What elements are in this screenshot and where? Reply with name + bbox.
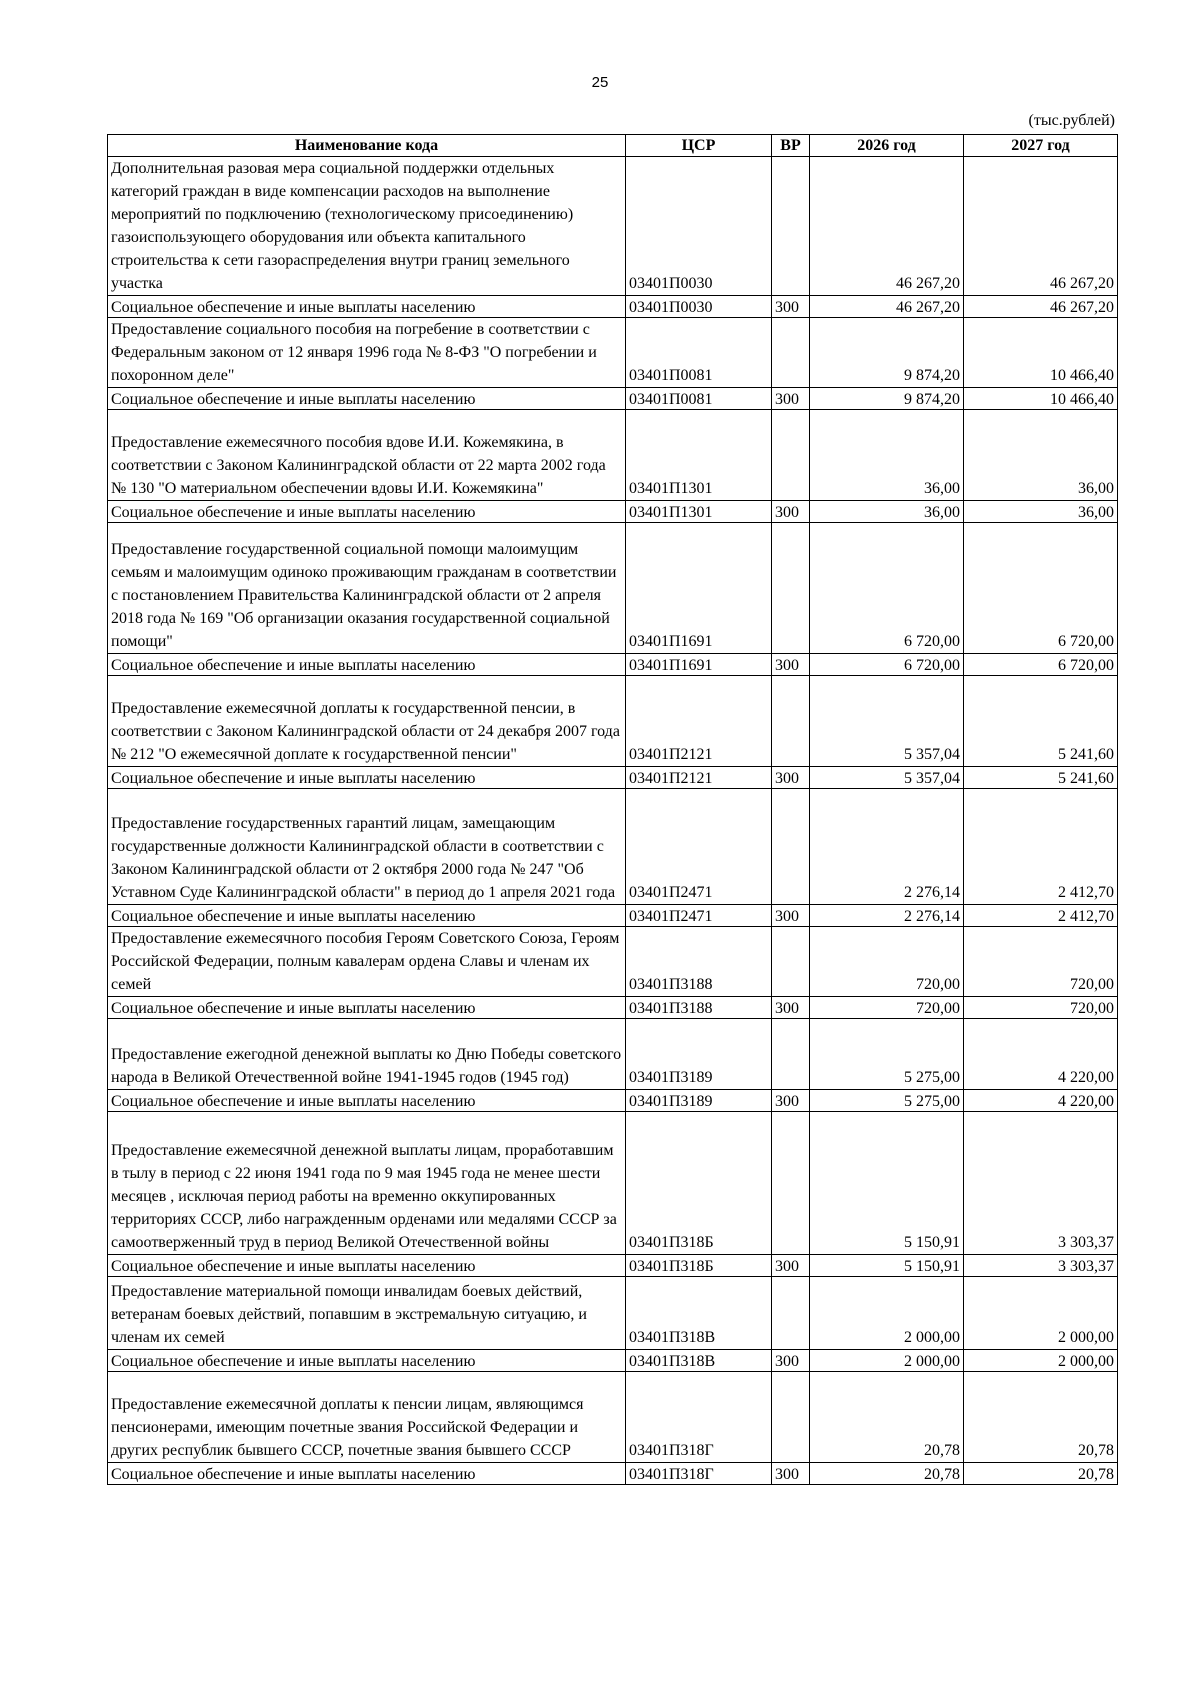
row-2026: 720,00 bbox=[810, 997, 964, 1019]
row-name: Социальное обеспечение и иные выплаты населению bbox=[108, 654, 626, 676]
row-name: Социальное обеспечение и иные выплаты населению bbox=[108, 296, 626, 318]
row-2026: 36,00 bbox=[810, 410, 964, 501]
row-2026: 20,78 bbox=[810, 1372, 964, 1463]
row-csr: 03401П1301 bbox=[626, 501, 772, 523]
row-2026: 2 276,14 bbox=[810, 789, 964, 905]
row-2027: 6 720,00 bbox=[964, 523, 1118, 654]
row-2027: 3 303,37 bbox=[964, 1255, 1118, 1277]
row-2026: 36,00 bbox=[810, 501, 964, 523]
row-name: Социальное обеспечение и иные выплаты населению bbox=[108, 388, 626, 410]
table-row bbox=[108, 767, 1118, 789]
row-csr: 03401П0081 bbox=[626, 318, 772, 388]
row-name: Социальное обеспечение и иные выплаты населению bbox=[108, 767, 626, 789]
row-csr: 03401П2471 bbox=[626, 905, 772, 927]
row-2026: 6 720,00 bbox=[810, 523, 964, 654]
table-header-row bbox=[108, 135, 1118, 157]
row-name: Предоставление ежемесячной доплаты к пенсии лицам, являющимся пенсионерами, имеющим почетные звания Российской Федерации и других республик бывшего СССР, почетные звания бывшего СССР bbox=[108, 1372, 626, 1463]
row-csr: 03401П3189 bbox=[626, 1019, 772, 1090]
row-2027: 20,78 bbox=[964, 1463, 1118, 1485]
row-name: Предоставление государственных гарантий лицам, замещающим государственные должности Калининградской области в соответствии с Законом Калининградской области от 2 октября 2000 года № 247 "Об Уставном Суде Калининградской области" в период до 1 апреля 2021 года bbox=[108, 789, 626, 905]
budget-table bbox=[107, 134, 1118, 1485]
row-name: Предоставление государственной социальной помощи малоимущим семьям и малоимущим одиноко проживающим гражданам в соответствии с постановлением Правительства Калининградской области от 2 апреля 2018 года № 169 "Об организации оказания государственной социальной помощи" bbox=[108, 523, 626, 654]
row-2026: 5 275,00 bbox=[810, 1090, 964, 1112]
row-name: Социальное обеспечение и иные выплаты населению bbox=[108, 1255, 626, 1277]
table-row bbox=[108, 318, 1118, 388]
row-2026: 5 275,00 bbox=[810, 1019, 964, 1090]
table-row bbox=[108, 157, 1118, 296]
row-name: Социальное обеспечение и иные выплаты населению bbox=[108, 997, 626, 1019]
row-vr: 300 bbox=[772, 1090, 810, 1112]
row-vr: 300 bbox=[772, 905, 810, 927]
row-name: Предоставление материальной помощи инвалидам боевых действий, ветеранам боевых действий, попавшим в экстремальную ситуацию, и членам их семей bbox=[108, 1277, 626, 1350]
row-vr: 300 bbox=[772, 1255, 810, 1277]
row-name: Социальное обеспечение и иные выплаты населению bbox=[108, 1350, 626, 1372]
row-2027: 5 241,60 bbox=[964, 676, 1118, 767]
row-2026: 5 357,04 bbox=[810, 767, 964, 789]
page-number: 25 bbox=[591, 74, 609, 91]
table-row bbox=[108, 676, 1118, 767]
row-csr: 03401П1301 bbox=[626, 410, 772, 501]
table-row bbox=[108, 654, 1118, 676]
row-name: Предоставление ежемесячной денежной выплаты лицам, проработавшим в тылу в период с 22 июня 1941 года по 9 мая 1945 года не менее шести месяцев , исключая период работы на временно оккупированных территориях СССР, либо награжденным орденами или медалями СССР за самоотверженный труд в период Великой Отечественной войны bbox=[108, 1112, 626, 1255]
row-csr: 03401П318Б bbox=[626, 1255, 772, 1277]
row-vr bbox=[772, 927, 810, 997]
table-row bbox=[108, 1019, 1118, 1090]
row-2026: 720,00 bbox=[810, 927, 964, 997]
row-csr: 03401П3188 bbox=[626, 927, 772, 997]
table-row bbox=[108, 1277, 1118, 1350]
row-vr bbox=[772, 1112, 810, 1255]
row-vr bbox=[772, 676, 810, 767]
table-row bbox=[108, 1463, 1118, 1485]
row-csr: 03401П3188 bbox=[626, 997, 772, 1019]
row-2027: 720,00 bbox=[964, 997, 1118, 1019]
row-2026: 5 150,91 bbox=[810, 1112, 964, 1255]
table-row bbox=[108, 1090, 1118, 1112]
row-2027: 2 412,70 bbox=[964, 905, 1118, 927]
row-vr bbox=[772, 410, 810, 501]
row-name: Предоставление социального пособия на погребение в соответствии с Федеральным законом от 12 января 1996 года № 8-ФЗ "О погребении и похоронном деле" bbox=[108, 318, 626, 388]
row-2026: 2 000,00 bbox=[810, 1350, 964, 1372]
row-2027: 46 267,20 bbox=[964, 296, 1118, 318]
row-csr: 03401П0030 bbox=[626, 157, 772, 296]
row-2027: 46 267,20 bbox=[964, 157, 1118, 296]
row-2027: 20,78 bbox=[964, 1372, 1118, 1463]
table-row bbox=[108, 1372, 1118, 1463]
header-csr: ЦСР bbox=[626, 135, 772, 157]
row-csr: 03401П318Г bbox=[626, 1463, 772, 1485]
table-row bbox=[108, 1112, 1118, 1255]
row-csr: 03401П2121 bbox=[626, 767, 772, 789]
header-vr: ВР bbox=[772, 135, 810, 157]
row-vr: 300 bbox=[772, 501, 810, 523]
row-name: Социальное обеспечение и иные выплаты населению bbox=[108, 1090, 626, 1112]
row-vr bbox=[772, 789, 810, 905]
row-2027: 2 412,70 bbox=[964, 789, 1118, 905]
row-vr bbox=[772, 523, 810, 654]
row-2026: 46 267,20 bbox=[810, 296, 964, 318]
table-row bbox=[108, 410, 1118, 501]
table-row bbox=[108, 501, 1118, 523]
row-2026: 20,78 bbox=[810, 1463, 964, 1485]
row-2026: 2 000,00 bbox=[810, 1277, 964, 1350]
row-csr: 03401П3189 bbox=[626, 1090, 772, 1112]
row-vr bbox=[772, 318, 810, 388]
table-row bbox=[108, 523, 1118, 654]
row-vr bbox=[772, 1277, 810, 1350]
row-2027: 4 220,00 bbox=[964, 1019, 1118, 1090]
row-name: Дополнительная разовая мера социальной поддержки отдельных категорий граждан в виде компенсации расходов на выполнение мероприятий по подключению (технологическому присоединению) газоиспользующего оборудования или объекта капитального строительства к сети газораспределения внутри границ земельного участка bbox=[108, 157, 626, 296]
row-2026: 9 874,20 bbox=[810, 388, 964, 410]
row-name: Предоставление ежегодной денежной выплаты ко Дню Победы советского народа в Великой Отечественной войне 1941-1945 годов (1945 год) bbox=[108, 1019, 626, 1090]
row-2026: 46 267,20 bbox=[810, 157, 964, 296]
row-2027: 3 303,37 bbox=[964, 1112, 1118, 1255]
row-vr: 300 bbox=[772, 767, 810, 789]
row-vr: 300 bbox=[772, 388, 810, 410]
row-vr: 300 bbox=[772, 1463, 810, 1485]
row-2027: 5 241,60 bbox=[964, 767, 1118, 789]
row-2027: 36,00 bbox=[964, 501, 1118, 523]
row-name: Социальное обеспечение и иные выплаты населению bbox=[108, 905, 626, 927]
row-csr: 03401П318В bbox=[626, 1350, 772, 1372]
row-2026: 5 150,91 bbox=[810, 1255, 964, 1277]
row-vr: 300 bbox=[772, 997, 810, 1019]
row-csr: 03401П1691 bbox=[626, 523, 772, 654]
table-row bbox=[108, 789, 1118, 905]
row-name: Социальное обеспечение и иные выплаты населению bbox=[108, 1463, 626, 1485]
row-2027: 36,00 bbox=[964, 410, 1118, 501]
row-csr: 03401П2471 bbox=[626, 789, 772, 905]
row-vr bbox=[772, 1372, 810, 1463]
row-name: Предоставление ежемесячного пособия Героям Советского Союза, Героям Российской Федерации, полным кавалерам ордена Славы и членам их семей bbox=[108, 927, 626, 997]
row-2027: 2 000,00 bbox=[964, 1350, 1118, 1372]
row-vr: 300 bbox=[772, 296, 810, 318]
units-label: (тыс.рублей) bbox=[1028, 112, 1115, 129]
row-csr: 03401П318Г bbox=[626, 1372, 772, 1463]
row-2026: 5 357,04 bbox=[810, 676, 964, 767]
row-2027: 720,00 bbox=[964, 927, 1118, 997]
row-csr: 03401П318В bbox=[626, 1277, 772, 1350]
row-name: Социальное обеспечение и иные выплаты населению bbox=[108, 501, 626, 523]
row-2026: 9 874,20 bbox=[810, 318, 964, 388]
header-2027: 2027 год bbox=[964, 135, 1118, 157]
row-csr: 03401П2121 bbox=[626, 676, 772, 767]
table-row bbox=[108, 927, 1118, 997]
row-2027: 6 720,00 bbox=[964, 654, 1118, 676]
row-2026: 2 276,14 bbox=[810, 905, 964, 927]
header-name: Наименование кода bbox=[108, 135, 626, 157]
row-2026: 6 720,00 bbox=[810, 654, 964, 676]
row-name: Предоставление ежемесячного пособия вдове И.И. Кожемякина, в соответствии с Законом Калининградской области от 22 марта 2002 года № 130 "О материальном обеспечении вдовы И.И. Кожемякина" bbox=[108, 410, 626, 501]
row-2027: 10 466,40 bbox=[964, 318, 1118, 388]
row-name: Предоставление ежемесячной доплаты к государственной пенсии, в соответствии с Законом Калининградской области от 24 декабря 2007 года № 212 "О ежемесячной доплате к государственной пенсии" bbox=[108, 676, 626, 767]
table-row bbox=[108, 1350, 1118, 1372]
row-csr: 03401П0030 bbox=[626, 296, 772, 318]
header-2026: 2026 год bbox=[810, 135, 964, 157]
row-csr: 03401П318Б bbox=[626, 1112, 772, 1255]
row-vr: 300 bbox=[772, 1350, 810, 1372]
table-row bbox=[108, 388, 1118, 410]
row-vr bbox=[772, 1019, 810, 1090]
row-vr bbox=[772, 157, 810, 296]
table-row bbox=[108, 1255, 1118, 1277]
table-row bbox=[108, 905, 1118, 927]
row-csr: 03401П1691 bbox=[626, 654, 772, 676]
row-csr: 03401П0081 bbox=[626, 388, 772, 410]
table-row bbox=[108, 296, 1118, 318]
row-2027: 10 466,40 bbox=[964, 388, 1118, 410]
table-row bbox=[108, 997, 1118, 1019]
row-vr: 300 bbox=[772, 654, 810, 676]
row-2027: 2 000,00 bbox=[964, 1277, 1118, 1350]
row-2027: 4 220,00 bbox=[964, 1090, 1118, 1112]
